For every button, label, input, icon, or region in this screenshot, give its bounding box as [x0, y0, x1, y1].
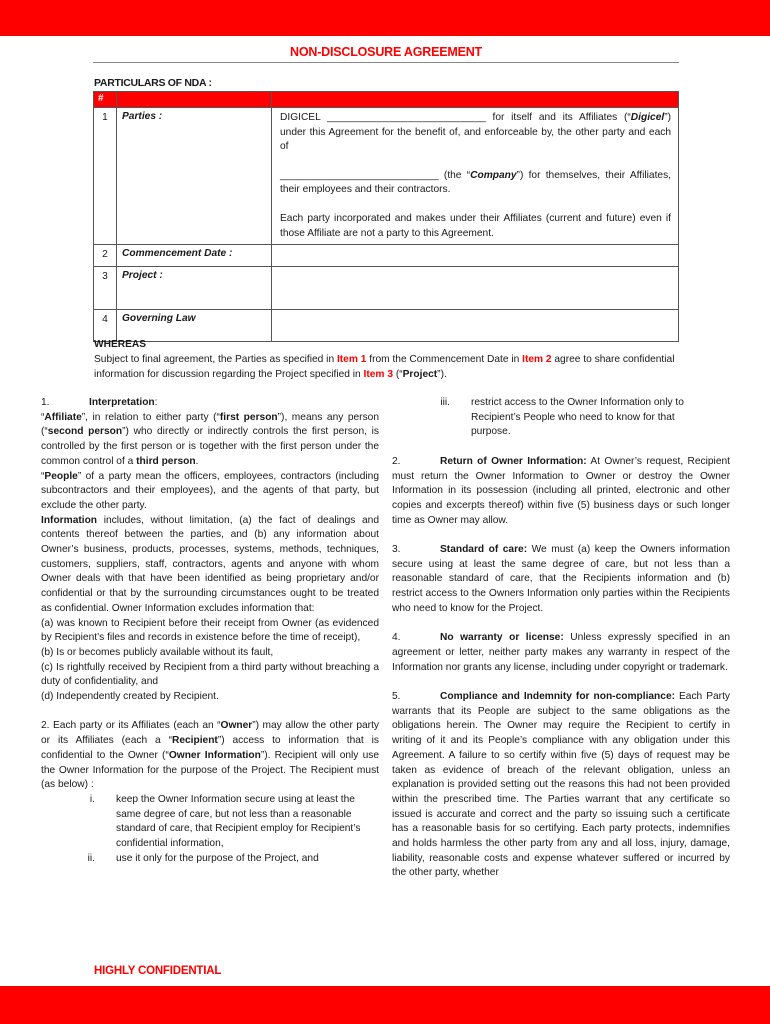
- row-num: 4: [94, 309, 117, 341]
- header-value: [272, 92, 679, 108]
- section-no-warranty: 4. No warranty or license: Unless expressly specified in an agreement or letter, neither party makes any warranty in respect of the Information nor grants any license, including under copyright or trademark.: [392, 632, 730, 673]
- table-row-project: [94, 266, 679, 309]
- particulars-heading: PARTICULARS OF NDA :: [94, 77, 212, 89]
- digicel-blank[interactable]: ____________________________: [327, 112, 486, 123]
- exclusion-a: (a) was known to Recipient before their receipt from Owner (as evidenced by Recipient’s files and records in existence before the time of receipt),: [41, 617, 379, 644]
- section-1-heading: 1. Interpretation:: [41, 397, 158, 408]
- row-num: 2: [94, 245, 117, 267]
- exclusion-b: (b) Is or becomes publicly available without its fault,: [41, 646, 274, 658]
- header-num: #: [94, 92, 117, 108]
- table-header-row: [94, 92, 679, 108]
- exclusion-d: (d) Independently created by Recipient.: [41, 691, 219, 703]
- item-3-ref: Item 3: [363, 369, 393, 380]
- whereas-section: [94, 337, 679, 382]
- definition-information: Information includes, without limitation, (a) the fact of dealings and contents thereof between the parties, and (b) any information about Owner’s business, products, processes, systems, methods, techniques, customers, suppliers, staff, contractors, agents and anyone with whom Owner deals with that have been identified as being proprietary and/or confidential or that by the surrounding circumstances ought to be treated as confidential. Owner Information excludes information that:: [41, 514, 379, 614]
- commencement-date-field[interactable]: [272, 245, 679, 267]
- row-label: Commencement Date :: [117, 245, 272, 267]
- table-row-commencement-date: [94, 245, 679, 267]
- item-1-ref: Item 1: [336, 354, 367, 365]
- header-band: [0, 0, 770, 36]
- whereas-text: Subject to final agreement, the Parties as specified in Item 1 from the Commencement Date in Item 2 agree to share confidential information for discussion regarding the Project specified in Item 3 (“Project”).: [94, 354, 675, 380]
- header-label: [117, 92, 272, 108]
- particulars-table: [93, 91, 679, 342]
- right-column: [392, 396, 730, 881]
- project-field[interactable]: [272, 266, 679, 309]
- parties-value[interactable]: [272, 108, 679, 245]
- definition-affiliate: “Affiliate”, in relation to either party (“first person”), means any person (“second person”) who directly or indirectly controls the first person, is controlled by the first person or is together with the first person under the common control of a third person.: [41, 411, 380, 467]
- section-standard-of-care: 3. Standard of care: We must (a) keep the Owners information secure using at least the same degree of care, but not less than a reasonable standard of care, that the Recipients information and (b) restrict access to the Owners Information only parties within the Recipients who need to know for the Project.: [392, 544, 730, 614]
- footer-band: [0, 986, 770, 1024]
- sub-item-ii: ii. use it only for the purpose of the Project, and: [87, 852, 319, 864]
- whereas-heading: WHEREAS: [94, 339, 147, 350]
- title-divider: [93, 62, 679, 63]
- row-num: 1: [94, 108, 117, 245]
- sub-item-i: i. keep the Owner Information secure using at least the same degree of care, but not less than a reasonable standard of care, that Recipient employ for Recipient’s confidential information,: [89, 793, 361, 850]
- section-2-owner-recipient: 2. Each party or its Affiliates (each an “Owner”) may allow the other party or its Affiliates (each a “Recipient”) access to information that is confidential to the Owner (“Owner Information”). Recipient will only use the Owner Information for the purpose of the Project. The Recipient must (as below) :: [41, 720, 380, 791]
- sub-item-iii: iii. restrict access to the Owner Information only to Recipient’s People who need to know for that purpose.: [440, 397, 684, 438]
- exclusion-c: (c) Is rightfully received by Recipient from a third party without breaching a duty of confidentiality, and: [41, 661, 379, 688]
- row-label: Parties :: [117, 108, 272, 245]
- item-2-ref: Item 2: [522, 354, 552, 365]
- parties-paragraph-2: ____________________________ (the “Company”) for themselves, their Affiliates, their employees and their contractors.: [280, 169, 671, 196]
- parties-paragraph-3: Each party incorporated and makes under their Affiliates (current and future) even if those Affiliate are not a party to this Agreement.: [280, 212, 671, 239]
- row-label: Project :: [117, 266, 272, 309]
- section-compliance-indemnity: 5. Compliance and Indemnity for non-compliance: Each Party warrants that its People are subject to the same obligations as the obligations herein. The Owner may require the Recipient to certify in writing of it and its People’s compliance with any obligation under this Agreement. A failure to so certify within five (5) days of request may be taken as evidence of breach of the relevant obligation, unless an explanation is provided setting out the reasons this had not been provided within the prescribed time. The Parties warrant that any certificate so issued is accurate and correct and the party so issuing such a certificate has a reasonable basis for so certifying. Each party protects, indemnifies and holds harmless the other party from any and all loss, injury, damage, liability, reasonable costs and expense whatever suffered or incurred by the other party, whether: [392, 691, 730, 879]
- left-column: [41, 396, 379, 866]
- table-row-parties: [94, 108, 679, 245]
- parties-paragraph-1: DIGICEL ____________________________ for itself and its Affiliates (“Digicel”) under this Agreement for the benefit of, and enforceable by, the other party and each of: [280, 112, 671, 153]
- section-return-of-owner-information: 2. Return of Owner Information: At Owner’s request, Recipient must return the Owner Information to Owner or destroy the Owner Information in its possession (including all printed, electronic and other copies and excerpts thereof) within five (5) business days or such longer time as Owner may allow.: [392, 455, 730, 526]
- row-num: 3: [94, 266, 117, 309]
- definition-people: “People” of a party mean the officers, employees, contractors (including subcontractors and their employees), and the agents of that party, but exclude the other party.: [41, 470, 379, 511]
- row-label: Governing Law: [117, 309, 272, 341]
- document-title: NON-DISCLOSURE AGREEMENT: [290, 45, 482, 59]
- company-blank[interactable]: ____________________________: [280, 169, 439, 181]
- confidentiality-footer: HIGHLY CONFIDENTIAL: [94, 965, 222, 977]
